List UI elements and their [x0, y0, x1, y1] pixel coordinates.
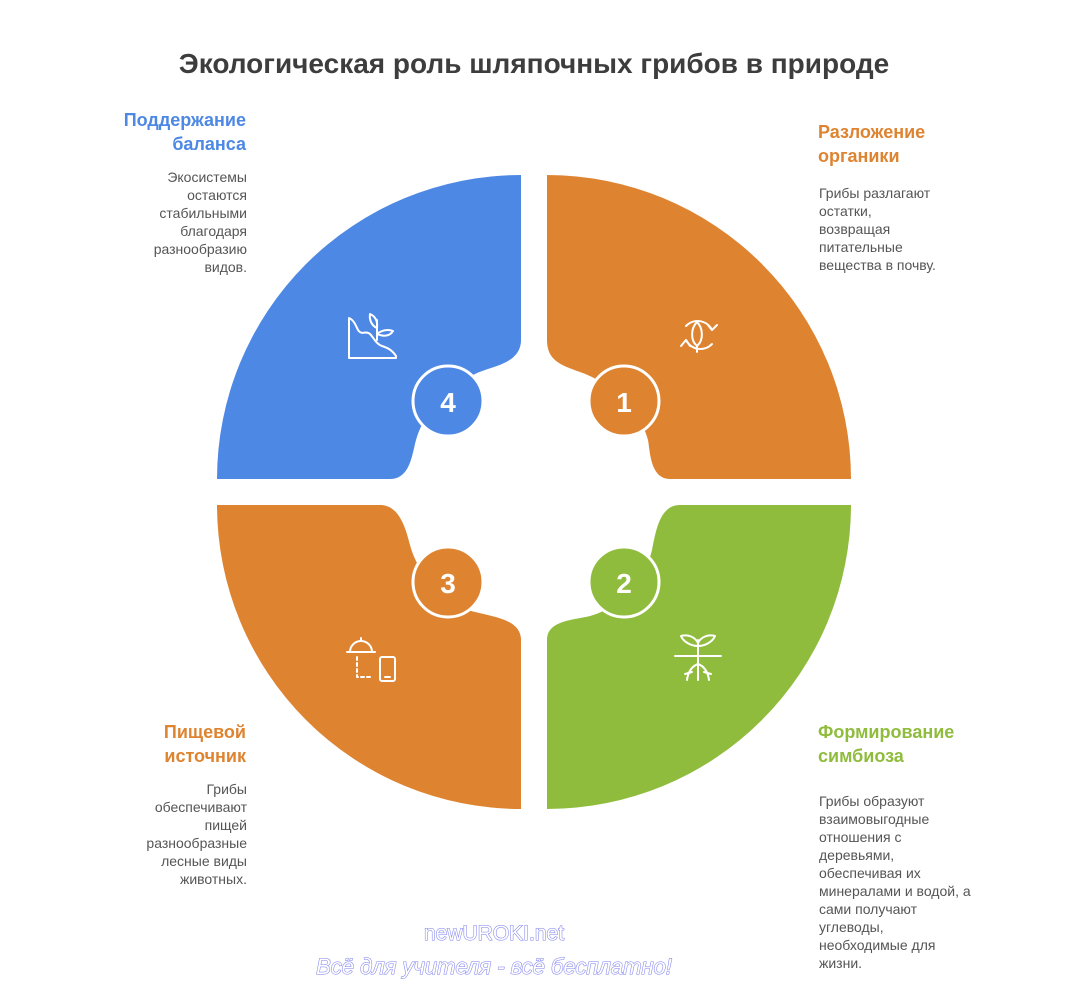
quadrant-3-shape: [217, 505, 521, 809]
segment-4-description-line: остаются: [187, 187, 247, 203]
segment-2-description-line: отношения с: [819, 829, 902, 845]
quadrant-1-shape: [547, 175, 851, 479]
segment-1-heading-line: органики: [818, 146, 900, 166]
segment-4-description-line: стабильными: [159, 205, 247, 221]
step-number-2: 2: [616, 568, 632, 599]
segment-2-description-line: жизни.: [819, 955, 863, 971]
segment-4-heading-line: Поддержание: [123, 110, 246, 130]
segment-4-description-line: благодаря: [180, 223, 247, 239]
segment-3-heading: [164, 720, 246, 768]
segment-1-description-line: Грибы разлагают: [819, 185, 931, 201]
step-number-3: 3: [440, 568, 456, 599]
segment-2-heading-line: Формирование: [818, 722, 955, 742]
segment-2-heading: [818, 720, 954, 768]
step-badge-2: [589, 547, 659, 617]
segment-1-description-line: остатки,: [819, 203, 872, 219]
step-number-4: 4: [440, 387, 456, 418]
segment-2-description-line: обеспечивая их: [819, 865, 921, 881]
segment-1-description-line: питательные: [819, 239, 903, 255]
segment-4-description-line: разнообразию: [153, 241, 247, 257]
segment-1-description-line: возвращая: [819, 221, 891, 237]
segment-3-heading-line: источник: [164, 746, 246, 766]
segment-2-heading-line: симбиоза: [818, 746, 904, 766]
segment-2-description-line: Грибы образуют: [819, 793, 925, 809]
segment-4-description: [154, 168, 247, 276]
segment-3-description-line: пищей: [204, 817, 247, 833]
segment-2-description-line: сами получают: [819, 901, 918, 917]
segment-3-description-line: обеспечивают: [154, 799, 247, 815]
segment-1-description: [819, 184, 936, 274]
segment-1-description-line: вещества в почву.: [819, 257, 936, 273]
watermark-slogan: Всё для учителя - всё бесплатно!: [316, 954, 672, 979]
step-number-1: 1: [616, 387, 632, 418]
step-badge-3: [413, 547, 483, 617]
segment-2-description-line: углеводы,: [819, 919, 884, 935]
segment-3-description-line: лесные виды: [161, 853, 247, 869]
segment-2-description-line: минералами и водой, а: [819, 883, 971, 899]
segment-1-heading: [818, 120, 925, 168]
segment-4-description-line: видов.: [204, 259, 247, 275]
segment-3-description-line: разнообразные: [146, 835, 247, 851]
segment-4-heading: [124, 108, 246, 156]
step-badge-4: [413, 366, 483, 436]
segment-4-description-line: Экосистемы: [167, 169, 247, 185]
segment-3-description-line: Грибы: [206, 781, 247, 797]
segment-4-heading-line: баланса: [172, 134, 246, 154]
watermark-site: newUROKI.net: [423, 922, 565, 945]
segment-2-description-line: взаимовыгодные: [819, 811, 930, 827]
segment-2-description-line: деревьями,: [819, 847, 895, 863]
step-badge-1: [589, 366, 659, 436]
segment-3-description: [146, 780, 247, 888]
page-title: Экологическая роль шляпочных грибов в природе: [178, 48, 890, 79]
segment-3-heading-line: Пищевой: [163, 722, 246, 742]
quadrant-4-shape: [217, 175, 521, 479]
segment-1-heading-line: Разложение: [818, 122, 926, 142]
segment-2-description-line: необходимые для: [819, 937, 936, 953]
segment-3-description-line: животных.: [179, 871, 247, 887]
